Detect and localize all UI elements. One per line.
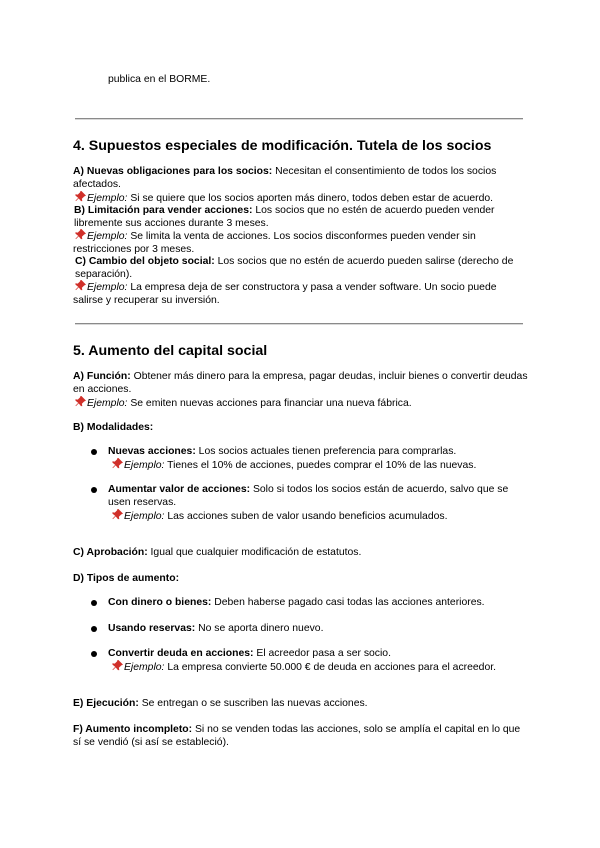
- section-5-d-label: D) Tipos de aumento:: [73, 573, 180, 584]
- bullet-icon: [91, 600, 97, 606]
- section-5-a-text: Obtener más dinero para la empresa, pagar deudas, incluir bienes o convertir deudas en acciones.: [73, 371, 528, 395]
- bullet-icon: [91, 487, 97, 493]
- example-label: Ejemplo:: [87, 231, 128, 242]
- section-5-b-label: B) Modalidades:: [73, 422, 154, 433]
- list-item-label: Usando reservas:: [108, 623, 196, 634]
- pushpin-icon: [110, 509, 124, 523]
- pushpin-icon: [110, 458, 124, 472]
- section-5-f: [73, 723, 528, 749]
- list-item-label: Aumentar valor de acciones:: [108, 484, 251, 495]
- bullet-icon: [91, 651, 97, 657]
- section-4-c: [75, 255, 530, 281]
- section-5-b: [73, 421, 528, 434]
- example-text: La empresa deja de ser constructora y pasa a vender software. Un socio puede salirse y recuperar su inversión.: [73, 282, 497, 306]
- section-5-e-label: E) Ejecución:: [73, 698, 139, 709]
- section-divider: [75, 118, 523, 120]
- section-5-c: [73, 546, 528, 559]
- section-5-f-label: F) Aumento incompleto:: [73, 724, 193, 735]
- section-5-f-text: Si no se venden todas las acciones, solo se amplía el capital en lo que sí se vendió (si así se estableció).: [73, 724, 521, 748]
- section-5-c-label: C) Aprobación:: [73, 547, 148, 558]
- example-text: Se limita la venta de acciones. Los socios disconformes pueden vender sin restricciones por 3 meses.: [73, 231, 476, 255]
- list-item-text: Solo si todos los socios están de acuerdo, salvo que se usen reservas.: [108, 484, 509, 508]
- example-text: La empresa convierte 50.000 € de deuda en acciones para el acreedor.: [164, 662, 497, 673]
- list-item: [108, 445, 528, 458]
- section-4-b-label: B) Limitación para vender acciones:: [74, 205, 253, 216]
- section-5-e: [73, 697, 528, 710]
- list-item-label: Nuevas acciones:: [108, 446, 196, 457]
- pushpin-icon: [73, 396, 87, 410]
- list-item-example: [110, 458, 530, 472]
- example-label: Ejemplo:: [124, 511, 165, 522]
- list-item-example: [110, 509, 530, 523]
- pushpin-icon: [110, 660, 124, 674]
- section-4-a: [73, 165, 528, 191]
- example-label: Ejemplo:: [124, 460, 165, 471]
- section-5-d: [73, 572, 528, 585]
- list-item-text: Los socios actuales tienen preferencia para comprarlas.: [195, 446, 457, 457]
- list-item-example: [110, 660, 530, 674]
- list-item-label: Con dinero o bienes:: [108, 597, 212, 608]
- bullet-icon: [91, 626, 97, 632]
- list-item-text: No se aporta dinero nuevo.: [195, 623, 324, 634]
- list-item: [108, 622, 528, 635]
- section-4-c-example: [73, 280, 528, 307]
- example-text: Las acciones suben de valor usando beneficios acumulados.: [164, 511, 448, 522]
- example-label: Ejemplo:: [124, 662, 165, 673]
- section-4-a-text: Necesitan el consentimiento de todos los socios afectados.: [73, 166, 497, 190]
- section-4-b-text: Los socios que no estén de acuerdo pueden vender libremente sus acciones durante 3 meses.: [74, 205, 495, 229]
- section-4-a-example: [73, 191, 528, 205]
- pushpin-icon: [73, 191, 87, 205]
- example-label: Ejemplo:: [87, 193, 128, 204]
- example-label: Ejemplo:: [87, 398, 128, 409]
- list-item-label: Convertir deuda en acciones:: [108, 648, 254, 659]
- pushpin-icon: [73, 229, 87, 243]
- section-4-c-text: Los socios que no estén de acuerdo pueden salirse (derecho de separación).: [75, 256, 514, 280]
- section-4-a-label: A) Nuevas obligaciones para los socios:: [73, 166, 273, 177]
- intro-fragment: publica en el BORME.: [108, 74, 211, 85]
- section-divider: [75, 323, 523, 325]
- section-4-b: [74, 204, 529, 230]
- list-item: [108, 596, 528, 609]
- pushpin-icon: [73, 280, 87, 294]
- section-5-a-example: [73, 396, 528, 410]
- list-item-text: Deben haberse pagado casi todas las acciones anteriores.: [211, 597, 485, 608]
- list-item: [108, 483, 528, 509]
- list-item: [108, 647, 528, 660]
- section-5-title: 5. Aumento del capital social: [73, 343, 268, 359]
- bullet-icon: [91, 449, 97, 455]
- section-5-a-label: A) Función:: [73, 371, 131, 382]
- section-4-title: 4. Supuestos especiales de modificación. Tutela de los socios: [73, 138, 492, 154]
- example-text: Tienes el 10% de acciones, puedes comprar el 10% de las nuevas.: [164, 460, 477, 471]
- example-text: Si se quiere que los socios aporten más dinero, todos deben estar de acuerdo.: [127, 193, 494, 204]
- section-5-a: [73, 370, 528, 396]
- section-4-b-example: [73, 229, 528, 256]
- section-5-c-text: Igual que cualquier modificación de estatutos.: [147, 547, 362, 558]
- section-5-e-text: Se entregan o se suscriben las nuevas acciones.: [138, 698, 368, 709]
- example-label: Ejemplo:: [87, 282, 128, 293]
- list-item-text: El acreedor pasa a ser socio.: [253, 648, 391, 659]
- example-text: Se emiten nuevas acciones para financiar una nueva fábrica.: [127, 398, 412, 409]
- section-4-c-label: C) Cambio del objeto social:: [75, 256, 215, 267]
